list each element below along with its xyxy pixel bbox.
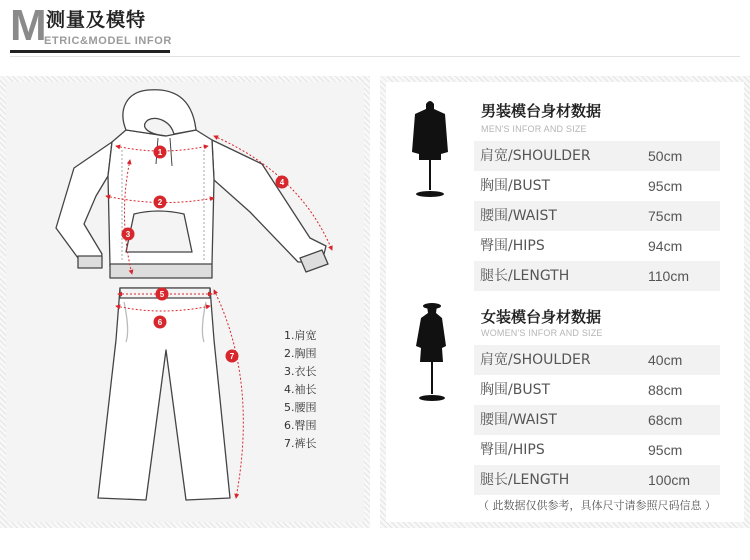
row-value: 88cm <box>648 382 683 398</box>
row-label: 胸围/BUST <box>480 382 551 398</box>
legend-item: 5.腰围 <box>284 401 317 414</box>
row-value: 110cm <box>648 268 689 284</box>
men-section-subtitle: MEN'S INFOR AND SIZE <box>481 124 587 134</box>
marker-7 <box>226 350 239 363</box>
marker-1 <box>154 146 167 159</box>
legend-item: 7.裤长 <box>284 437 317 450</box>
row-value: 75cm <box>648 208 683 224</box>
svg-text:7: 7 <box>229 352 235 361</box>
row-label: 腰围/WAIST <box>480 412 557 428</box>
legend-item: 3.衣长 <box>284 365 317 378</box>
row-label: 腰围/WAIST <box>480 208 557 224</box>
marker-6 <box>154 316 167 329</box>
women-section-title: 女装模台身材数据 <box>481 308 602 326</box>
measurement-legend <box>284 327 317 453</box>
table-row <box>474 171 720 201</box>
table-row <box>474 231 720 261</box>
table-row <box>474 345 720 375</box>
legend-item: 1.肩宽 <box>284 329 317 342</box>
table-row <box>474 465 720 495</box>
table-row <box>474 261 720 291</box>
marker-5 <box>156 288 169 301</box>
men-section-title: 男装模台身材数据 <box>481 102 602 120</box>
row-value: 94cm <box>648 238 683 254</box>
female-mannequin-icon <box>408 300 452 404</box>
row-label: 肩宽/SHOULDER <box>480 352 591 368</box>
men-measurements-table <box>474 141 720 291</box>
table-row <box>474 435 720 465</box>
row-label: 臀围/HIPS <box>480 442 545 458</box>
legend-item: 6.臀围 <box>284 419 317 432</box>
marker-4 <box>276 176 289 189</box>
svg-text:2: 2 <box>157 198 163 207</box>
header-divider <box>10 56 740 57</box>
women-measurements-table <box>474 345 720 495</box>
row-label: 肩宽/SHOULDER <box>480 148 591 164</box>
row-value: 100cm <box>648 472 691 488</box>
disclaimer-note: （ 此数据仅供参考，具体尺寸请参照尺码信息 ） <box>478 499 716 512</box>
marker-3 <box>122 228 135 241</box>
row-label: 臀围/HIPS <box>480 238 545 254</box>
male-mannequin-icon <box>408 96 452 200</box>
svg-text:4: 4 <box>279 178 285 187</box>
header-subtitle: ETRIC&MODEL INFOR <box>44 35 172 47</box>
header-underline <box>10 50 170 53</box>
row-value: 95cm <box>648 442 683 458</box>
svg-text:6: 6 <box>157 318 163 327</box>
row-value: 40cm <box>648 352 683 368</box>
table-row <box>474 405 720 435</box>
women-section-subtitle: WOMEN'S INFOR AND SIZE <box>481 328 603 338</box>
header-title: 测量及模特 <box>46 9 147 31</box>
marker-2 <box>154 196 167 209</box>
row-value: 68cm <box>648 412 683 428</box>
header-letter: M <box>10 1 47 50</box>
svg-text:5: 5 <box>159 290 165 299</box>
svg-text:1: 1 <box>157 148 163 157</box>
table-row <box>474 375 720 405</box>
garment-diagram <box>6 82 364 522</box>
legend-item: 4.袖长 <box>284 383 317 396</box>
table-row <box>474 201 720 231</box>
legend-item: 2.胸围 <box>284 347 317 360</box>
section-header <box>0 0 750 60</box>
row-label: 胸围/BUST <box>480 178 551 194</box>
table-row <box>474 141 720 171</box>
row-value: 95cm <box>648 178 683 194</box>
svg-text:3: 3 <box>125 230 131 239</box>
row-value: 50cm <box>648 148 683 164</box>
row-label: 腿长/LENGTH <box>480 268 570 284</box>
row-label: 腿长/LENGTH <box>480 472 570 488</box>
